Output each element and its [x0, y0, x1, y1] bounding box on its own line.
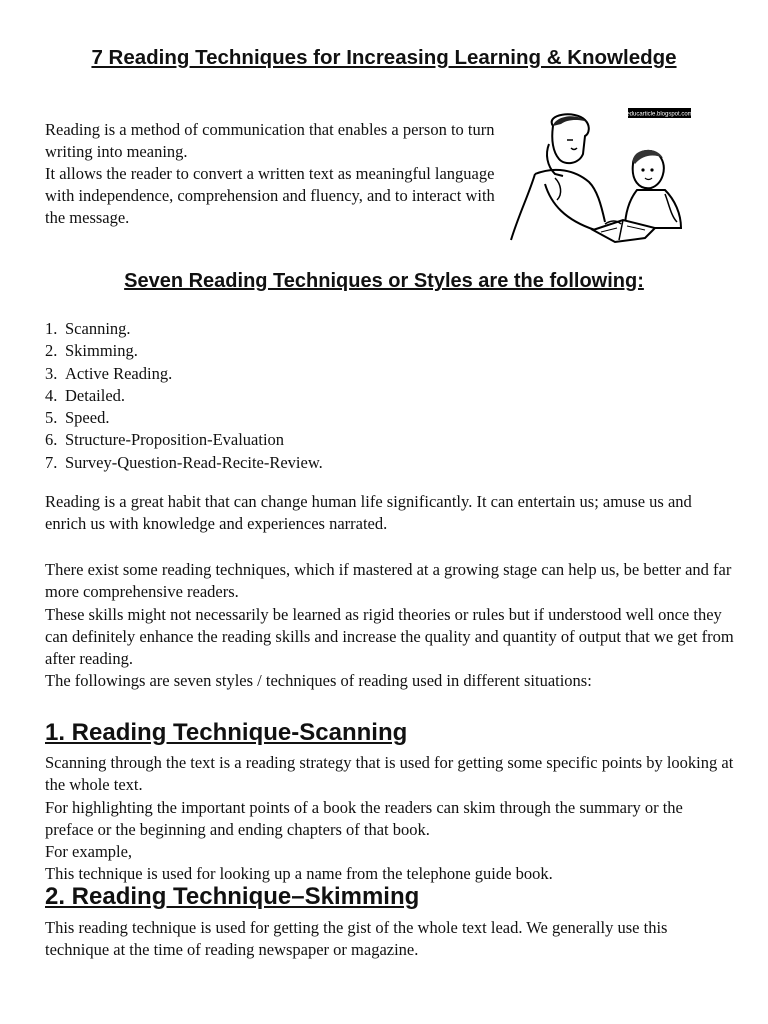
list-item: 2. Skimming.: [45, 340, 323, 362]
intro-paragraph: [45, 119, 495, 229]
list-item-label: Scanning.: [65, 319, 131, 338]
list-item-label: Speed.: [65, 408, 110, 428]
list-item-label: Structure-Proposition-Evaluation: [65, 430, 285, 450]
list-item-label: Survey-Question-Read-Recite-Review.: [65, 452, 323, 472]
skills-text: These skills might not necessarily be learned as rigid theories or rules but if understood well once they can definitely enhance the reading skills and increase the quality and quantity of output that we get from after reading.: [45, 604, 734, 669]
techniques-intro-paragraph: [45, 559, 735, 693]
habit-paragraph: Reading is a great habit that can change human life significantly. It can entertain us; amuse us and enrich us with knowledge and experiences narrated.: [45, 492, 692, 534]
list-item: 7. Survey-Question-Read-Recite-Review.: [45, 452, 323, 474]
father-son-reading-image: [505, 104, 695, 244]
section-1-body: Scanning through the text is a reading strategy that is used for getting some specific points by looking at the whole text. For highlighting the important points of a book the readers can skim through the summary or the preface or the beginning and ending chapters of that book. For example, This technique is used for looking up a name from the telephone guide book.: [45, 753, 734, 884]
section-1-heading: 1. Reading Technique-Scanning: [45, 719, 408, 746]
list-item: 4. Detailed.: [45, 385, 323, 407]
techniques-list: [45, 318, 323, 474]
section-2-body: This reading technique is used for getting the gist of the whole text lead. We generally use this technique at the time of reading newspaper or magazine.: [45, 918, 668, 960]
list-item-label: Skimming.: [65, 341, 138, 361]
exist-text: There exist some reading techniques, which if mastered at a growing stage can help us, be better and far more comprehensive readers.: [45, 560, 732, 602]
section-2-heading: 2. Reading Technique–Skimming: [45, 883, 420, 910]
list-item-label: Detailed.: [65, 385, 126, 405]
list-item: 6. Structure-Proposition-Evaluation: [45, 429, 323, 451]
list-item: 5. Speed.: [45, 407, 323, 429]
reading-illustration: [505, 104, 695, 244]
intro-line-2: It allows the reader to convert a written text as meaningful language with independence, comprehension and fluency, and to interact with the message.: [45, 164, 495, 227]
followings-text: The followings are seven styles / techniques of reading used in different situations:: [45, 671, 592, 691]
image-watermark: educarticle.blogspot.com: [626, 111, 693, 118]
list-item-label: Active Reading.: [65, 363, 173, 383]
list-item: 1. Scanning.: [45, 318, 323, 340]
list-item: 3. Active Reading.: [45, 363, 323, 385]
techniques-subtitle: Seven Reading Techniques or Styles are the following:: [124, 270, 644, 292]
intro-line-1: Reading is a method of communication that enables a person to turn writing into meaning.: [45, 120, 495, 161]
document-title: 7 Reading Techniques for Increasing Learning & Knowledge: [91, 46, 677, 69]
